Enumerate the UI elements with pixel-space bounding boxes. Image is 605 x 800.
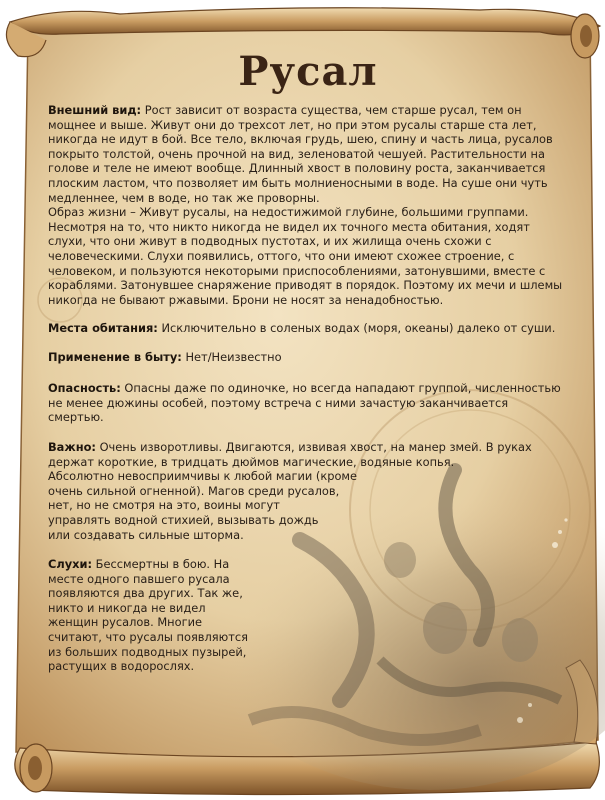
usage-text: Нет/Неизвестно (181, 350, 282, 364)
important-label: Важно: (48, 440, 96, 454)
rumors-label: Слухи: (48, 557, 93, 571)
section-rumors (48, 557, 248, 674)
section-usage (48, 350, 564, 365)
usage-label: Применение в быту: (48, 350, 182, 364)
top-roll (10, 8, 600, 35)
appearance-label: Внешний вид: (48, 103, 142, 117)
section-important (48, 440, 564, 542)
section-danger (48, 381, 564, 425)
lifestyle-text: Образ жизни – Живут русалы, на недостижимой глубине, большими группами. Несмотря на то, что никто никогда не видел их точного места обитания, ходят слухи, что они живут в подводных пустотах, и их жилища очень схожи с человеческими. Слухи появились, оттого, что они имеют схожее строение, с человеком, и пользуются некоторыми приспособлениями, затонувшими, вместе с кораблями. Затонувшее снаряжение приводят в порядок. Поэтому их мечи и шлемы никогда не бывают ржавыми. Брони не носят за ненадобностью. (48, 205, 563, 307)
page-title: Русал (238, 48, 378, 95)
important-line-4: нет, но не смотря на это, воины могут (48, 498, 280, 513)
section-habitat (48, 321, 564, 336)
habitat-text: Исключительно в соленых водах (моря, океаны) далеко от суши. (157, 321, 556, 335)
rumors-text: Бессмертны в бою. На месте одного павшего русала появляются два других. Так же, никто и никогда не видел женщин русалов. Многие считают, что русалы появляются из больших подводных пузырей, растущих в водорослях. (48, 557, 248, 674)
danger-label: Опасность: (48, 381, 121, 395)
important-line-2: Абсолютно невосприимчивы к любой магии (кроме (48, 469, 358, 484)
important-line-1: Очень изворотливы. Двигаются, извивая хвост, на манер змей. В руках держат короткие, в тридцать дюймов магические, водяные копья. (48, 440, 532, 469)
important-line-3: очень сильной огненной). Магов среди русалов, (48, 483, 340, 498)
habitat-label: Места обитания: (48, 321, 158, 335)
appearance-text: Рост зависит от возраста существа, чем старше русал, тем он мощнее и выше. Живут они до трехсот лет, но при этом русалы старше ста лет, никогда не идут в бой. Все тело, включая грудь, шею, спину и часть лица, русалов покрыто толстой, очень прочной на вид, зеленоватой чешуей. Растительности на голове и теле не имеют вообще. Длинный хвост в половину роста, заканчивается плоским ластом, что позволяет им быть молниеносными в воде. На суше они чуть медленнее, чем в воде, но так же проворны. (48, 103, 553, 205)
section-appearance (48, 103, 564, 307)
danger-text: Опасны даже по одиночке, но всегда нападают группой, численностью не менее дюжины особей, поэтому встреча с ними зачастую заканчивается смертью. (48, 381, 561, 425)
important-line-5: управлять водной стихией, вызывать дождь (48, 512, 319, 527)
important-line-6: или создавать сильные шторма. (48, 527, 244, 542)
